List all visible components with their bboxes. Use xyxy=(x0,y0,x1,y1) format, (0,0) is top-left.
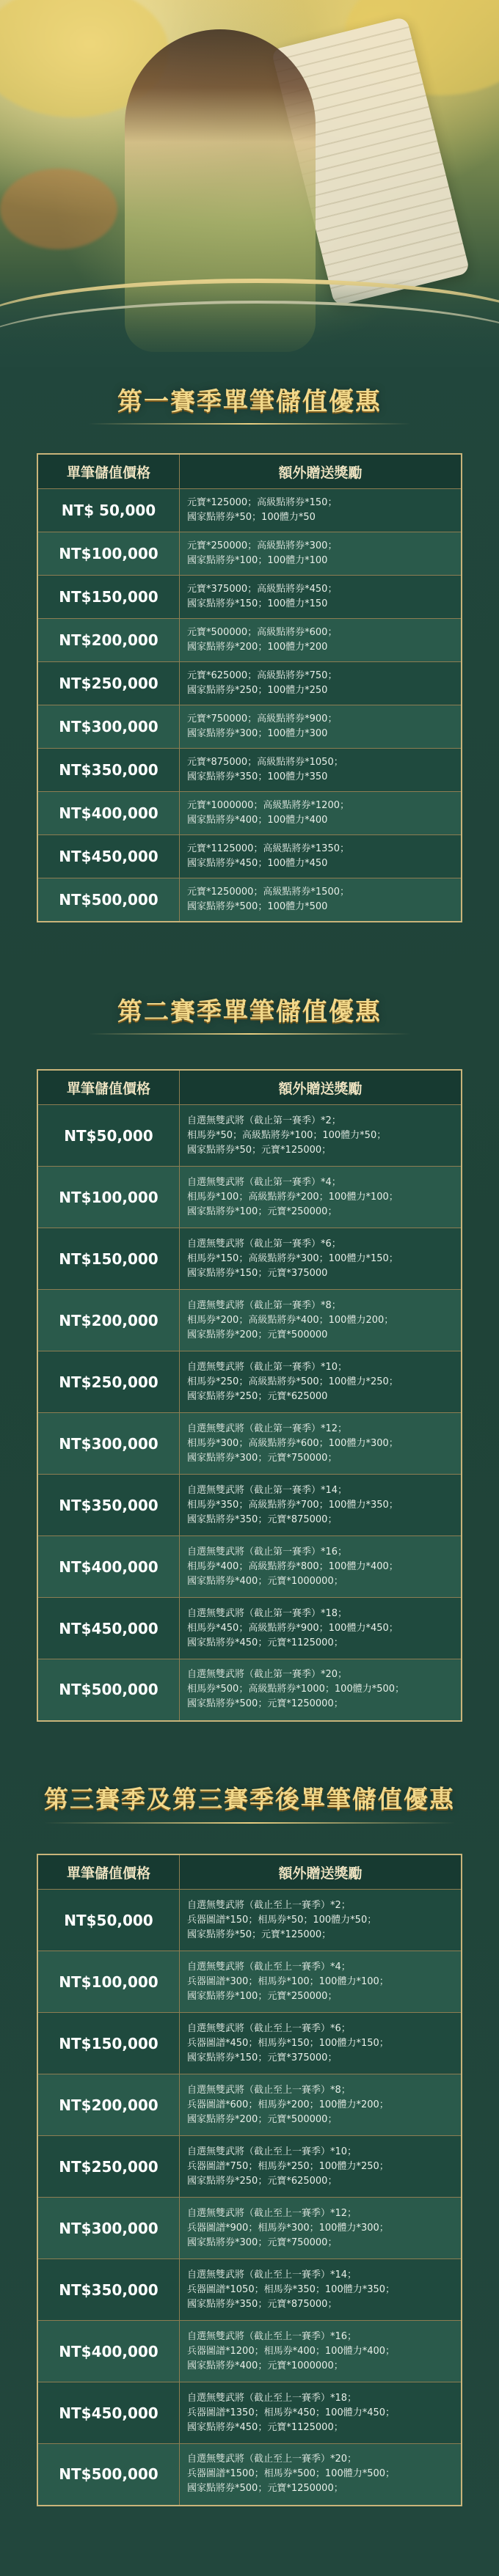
reward-line: 自選無雙武將（截止至上一賽季）*14； xyxy=(187,2269,357,2280)
price-cell: NT$500,000 xyxy=(37,2444,180,2506)
reward-line: 國家點將券*250；元寶*625000 xyxy=(187,1390,328,1402)
price-cell: NT$250,000 xyxy=(37,2136,180,2198)
reward-line: 自選無雙武將（截止至上一賽季）*20； xyxy=(187,2454,357,2465)
reward-cell xyxy=(180,792,462,835)
reward-line: 相馬券*50；高級點將券*100；100體力*50； xyxy=(187,1129,387,1141)
reward-line: 國家點將券*400；100體力*400 xyxy=(187,815,328,826)
table-body xyxy=(37,1105,462,1721)
price-cell: NT$300,000 xyxy=(37,1413,180,1475)
table-row xyxy=(37,749,462,792)
table-header-row xyxy=(37,454,462,489)
reward-line: 自選無雙武將（截止至上一賽季）*2； xyxy=(187,1899,351,1911)
price-cell: NT$500,000 xyxy=(37,878,180,922)
table-body xyxy=(37,1890,462,2506)
price-cell: NT$450,000 xyxy=(37,835,180,878)
hero-bottom-fade xyxy=(0,279,499,367)
reward-cell xyxy=(180,835,462,878)
table-header-row xyxy=(37,1854,462,1890)
reward-line: 相馬券*400；高級點將券*800；100體力*400； xyxy=(187,1560,398,1572)
reward-line: 相馬券*150；高級點將券*300；100體力*150； xyxy=(187,1252,398,1264)
reward-line: 自選無雙武將（截止至上一賽季）*8； xyxy=(187,2084,351,2096)
reward-line: 國家點將券*100；元寶*250000； xyxy=(187,1206,338,1217)
header-price: 單筆儲值價格 xyxy=(37,1070,180,1105)
reward-line: 元寶*500000；高級點將券*600； xyxy=(187,627,338,638)
reward-cell xyxy=(180,1890,462,1951)
reward-cell xyxy=(180,705,462,749)
reward-line: 元寶*375000；高級點將券*450； xyxy=(187,584,338,595)
hero-banner xyxy=(0,0,499,367)
reward-line: 兵器圖譜*750；相馬券*250；100體力*250； xyxy=(187,2160,389,2172)
reward-line: 相馬券*100；高級點將券*200；100體力*100； xyxy=(187,1191,398,1203)
reward-line: 自選無雙武將（截止第一賽季）*8； xyxy=(187,1299,341,1311)
price-cell: NT$350,000 xyxy=(37,1475,180,1536)
table-row xyxy=(37,489,462,532)
table-row xyxy=(37,1290,462,1351)
table-row xyxy=(37,1598,462,1659)
table-header-row xyxy=(37,1070,462,1105)
reward-cell xyxy=(180,662,462,705)
reward-line: 元寶*250000；高級點將券*300； xyxy=(187,540,338,551)
table-row xyxy=(37,619,462,662)
reward-cell xyxy=(180,878,462,922)
reward-cell xyxy=(180,2198,462,2259)
reward-line: 相馬券*350；高級點將券*700；100體力*350； xyxy=(187,1499,398,1511)
reward-cell xyxy=(180,1951,462,2013)
reward-line: 國家點將券*350；100體力*350 xyxy=(187,771,328,782)
table-row xyxy=(37,1167,462,1228)
reward-line: 自選無雙武將（截止至上一賽季）*6； xyxy=(187,2022,351,2034)
table-row xyxy=(37,532,462,576)
reward-line: 自選無雙武將（截止至上一賽季）*16； xyxy=(187,2330,357,2342)
reward-line: 自選無雙武將（截止第一賽季）*14； xyxy=(187,1484,348,1496)
reward-line: 自選無雙武將（截止第一賽季）*6； xyxy=(187,1238,341,1250)
reward-line: 元寶*1250000；高級點將券*1500； xyxy=(187,886,349,898)
reward-line: 元寶*625000；高級點將券*750； xyxy=(187,670,338,681)
reward-line: 相馬券*450；高級點將券*900；100體力*450； xyxy=(187,1622,398,1634)
table-body xyxy=(37,489,462,922)
reward-line: 元寶*1000000；高級點將券*1200； xyxy=(187,800,349,811)
reward-line: 國家點將券*150；元寶*375000 xyxy=(187,1267,328,1279)
lantern-fruit-cluster xyxy=(0,169,117,249)
reward-line: 自選無雙武將（截止至上一賽季）*4； xyxy=(187,1961,351,1973)
title-divider xyxy=(88,423,411,425)
price-cell: NT$150,000 xyxy=(37,1228,180,1290)
reward-line: 自選無雙武將（截止至上一賽季）*18； xyxy=(187,2392,357,2404)
price-cell: NT$ 50,000 xyxy=(37,489,180,532)
price-cell: NT$150,000 xyxy=(37,576,180,619)
reward-line: 國家點將券*450；元寶*1125000； xyxy=(187,1637,343,1648)
reward-cell xyxy=(180,2382,462,2444)
table-row xyxy=(37,576,462,619)
price-cell: NT$50,000 xyxy=(37,1890,180,1951)
price-cell: NT$400,000 xyxy=(37,792,180,835)
reward-line: 兵器圖譜*900；相馬券*300；100體力*300； xyxy=(187,2222,389,2234)
table-row xyxy=(37,1105,462,1167)
reward-cell xyxy=(180,1659,462,1721)
price-cell: NT$200,000 xyxy=(37,2074,180,2136)
reward-cell xyxy=(180,1351,462,1413)
table-row xyxy=(37,1890,462,1951)
table-row xyxy=(37,1351,462,1413)
reward-cell xyxy=(180,1598,462,1659)
table-row xyxy=(37,878,462,922)
table-row xyxy=(37,2198,462,2259)
table-row xyxy=(37,1659,462,1721)
reward-line: 兵器圖譜*1050；相馬券*350；100體力*350； xyxy=(187,2283,396,2295)
price-cell: NT$250,000 xyxy=(37,1351,180,1413)
reward-cell xyxy=(180,2259,462,2321)
reward-cell xyxy=(180,1167,462,1228)
reward-line: 相馬券*200；高級點將券*400；100體力200； xyxy=(187,1314,394,1326)
price-cell: NT$100,000 xyxy=(37,1167,180,1228)
reward-line: 兵器圖譜*450；相馬券*150；100體力*150； xyxy=(187,2037,389,2049)
reward-line: 自選無雙武將（截止第一賽季）*10； xyxy=(187,1361,348,1373)
reward-line: 國家點將券*400；元寶*1000000； xyxy=(187,1575,343,1587)
table-row xyxy=(37,2259,462,2321)
header-reward: 額外贈送獎勵 xyxy=(180,1854,462,1890)
reward-line: 元寶*750000；高級點將券*900； xyxy=(187,713,338,724)
table-row xyxy=(37,2074,462,2136)
reward-cell xyxy=(180,1290,462,1351)
price-cell: NT$500,000 xyxy=(37,1659,180,1721)
reward-line: 自選無雙武將（截止至上一賽季）*12； xyxy=(187,2207,357,2219)
reward-line: 兵器圖譜*1500；相馬券*500；100體力*500； xyxy=(187,2468,396,2480)
reward-cell xyxy=(180,1105,462,1167)
table-row xyxy=(37,2136,462,2198)
table-row xyxy=(37,1413,462,1475)
price-cell: NT$400,000 xyxy=(37,1536,180,1598)
price-cell: NT$50,000 xyxy=(37,1105,180,1167)
table-row xyxy=(37,1536,462,1598)
reward-line: 元寶*875000；高級點將券*1050； xyxy=(187,757,343,768)
reward-line: 國家點將券*350；元寶*875000； xyxy=(187,2298,338,2310)
reward-line: 兵器圖譜*1350；相馬券*450；100體力*450； xyxy=(187,2407,396,2418)
price-cell: NT$150,000 xyxy=(37,2013,180,2074)
header-reward: 額外贈送獎勵 xyxy=(180,1070,462,1105)
table-row xyxy=(37,2444,462,2506)
reward-line: 國家點將券*500；100體力*500 xyxy=(187,900,328,912)
reward-line: 元寶*125000；高級點將券*150； xyxy=(187,497,338,508)
reward-cell xyxy=(180,489,462,532)
reward-line: 兵器圖譜*600；相馬券*200；100體力*200； xyxy=(187,2099,389,2110)
reward-line: 國家點將券*100；元寶*250000； xyxy=(187,1990,338,2002)
reward-line: 國家點將券*200；元寶*500000 xyxy=(187,1329,328,1340)
reward-cell xyxy=(180,576,462,619)
reward-line: 國家點將券*500；元寶*1250000； xyxy=(187,1698,343,1710)
table-row xyxy=(37,1951,462,2013)
reward-cell xyxy=(180,2013,462,2074)
reward-line: 國家點將券*50；元寶*125000； xyxy=(187,1929,332,1940)
price-cell: NT$400,000 xyxy=(37,2321,180,2382)
table-row xyxy=(37,2321,462,2382)
reward-line: 相馬券*500；高級點將券*1000；100體力*500； xyxy=(187,1684,405,1695)
reward-line: 國家點將券*500；元寶*1250000； xyxy=(187,2483,343,2495)
reward-line: 相馬券*300；高級點將券*600；100體力*300； xyxy=(187,1437,398,1449)
reward-line: 兵器圖譜*1200；相馬券*400；100體力*400； xyxy=(187,2345,396,2357)
price-cell: NT$350,000 xyxy=(37,749,180,792)
reward-cell xyxy=(180,2136,462,2198)
reward-line: 國家點將券*300；元寶*750000； xyxy=(187,2236,338,2248)
price-cell: NT$100,000 xyxy=(37,532,180,576)
reward-line: 兵器圖譜*150；相馬券*50；100體力*50； xyxy=(187,1914,377,1926)
table-row xyxy=(37,1475,462,1536)
reward-cell xyxy=(180,2074,462,2136)
price-table-season-1 xyxy=(37,453,462,922)
price-cell: NT$100,000 xyxy=(37,1951,180,2013)
reward-line: 國家點將券*150；100體力*150 xyxy=(187,598,328,609)
table-row xyxy=(37,2013,462,2074)
price-table-season-3 xyxy=(37,1854,462,2506)
reward-cell xyxy=(180,1413,462,1475)
reward-cell xyxy=(180,1228,462,1290)
reward-line: 國家點將券*250；100體力*250 xyxy=(187,685,328,696)
reward-line: 國家點將券*450；100體力*450 xyxy=(187,858,328,869)
reward-line: 國家點將券*50；100體力*50 xyxy=(187,512,316,523)
price-cell: NT$450,000 xyxy=(37,1598,180,1659)
title-divider xyxy=(44,1822,455,1824)
table-row xyxy=(37,2382,462,2444)
reward-line: 兵器圖譜*300；相馬券*100；100體力*100； xyxy=(187,1975,389,1987)
price-cell: NT$200,000 xyxy=(37,1290,180,1351)
price-cell: NT$300,000 xyxy=(37,2198,180,2259)
reward-line: 自選無雙武將（截止第一賽季）*18； xyxy=(187,1607,348,1619)
section-title-season-2: 第二賽季單筆儲值優惠 xyxy=(117,997,382,1027)
section-title-season-3: 第三賽季及第三賽季後單筆儲值優惠 xyxy=(44,1785,455,1813)
price-cell: NT$450,000 xyxy=(37,2382,180,2444)
reward-cell xyxy=(180,619,462,662)
price-cell: NT$250,000 xyxy=(37,662,180,705)
header-reward: 額外贈送獎勵 xyxy=(180,454,462,489)
reward-cell xyxy=(180,2321,462,2382)
reward-line: 自選無雙武將（截止至上一賽季）*10； xyxy=(187,2146,357,2157)
reward-line: 國家點將券*50；元寶*125000； xyxy=(187,1144,332,1156)
table-row xyxy=(37,792,462,835)
reward-line: 自選無雙武將（截止第一賽季）*4； xyxy=(187,1176,341,1188)
reward-cell xyxy=(180,2444,462,2506)
price-cell: NT$350,000 xyxy=(37,2259,180,2321)
reward-line: 自選無雙武將（截止第一賽季）*12； xyxy=(187,1423,348,1434)
reward-cell xyxy=(180,1536,462,1598)
reward-line: 相馬券*250；高級點將券*500；100體力*250； xyxy=(187,1376,398,1387)
reward-line: 國家點將券*200；100體力*200 xyxy=(187,642,328,653)
reward-line: 國家點將券*100；100體力*100 xyxy=(187,555,328,566)
price-cell: NT$300,000 xyxy=(37,705,180,749)
reward-cell xyxy=(180,1475,462,1536)
reward-line: 自選無雙武將（截止第一賽季）*16； xyxy=(187,1546,348,1557)
reward-line: 元寶*1125000；高級點將券*1350； xyxy=(187,843,349,854)
reward-line: 國家點將券*200；元寶*500000； xyxy=(187,2113,338,2125)
section-title-season-1: 第一賽季單筆儲值優惠 xyxy=(117,387,382,417)
table-row xyxy=(37,705,462,749)
reward-line: 自選無雙武將（截止第一賽季）*20； xyxy=(187,1669,348,1681)
table-row xyxy=(37,662,462,705)
table-row xyxy=(37,835,462,878)
header-price: 單筆儲值價格 xyxy=(37,454,180,489)
reward-line: 國家點將券*300；100體力*300 xyxy=(187,728,328,739)
header-price: 單筆儲值價格 xyxy=(37,1854,180,1890)
reward-line: 國家點將券*150；元寶*375000； xyxy=(187,2052,338,2063)
reward-cell xyxy=(180,532,462,576)
reward-line: 國家點將券*400；元寶*1000000； xyxy=(187,2360,343,2371)
price-table-season-2 xyxy=(37,1069,462,1722)
reward-line: 國家點將券*450；元寶*1125000； xyxy=(187,2421,343,2433)
reward-line: 國家點將券*300；元寶*750000； xyxy=(187,1452,338,1464)
table-row xyxy=(37,1228,462,1290)
reward-line: 自選無雙武將（截止第一賽季）*2； xyxy=(187,1115,341,1126)
title-divider xyxy=(88,1033,411,1035)
reward-cell xyxy=(180,749,462,792)
reward-line: 國家點將券*250；元寶*625000； xyxy=(187,2175,338,2187)
reward-line: 國家點將券*350；元寶*875000； xyxy=(187,1513,338,1525)
price-cell: NT$200,000 xyxy=(37,619,180,662)
